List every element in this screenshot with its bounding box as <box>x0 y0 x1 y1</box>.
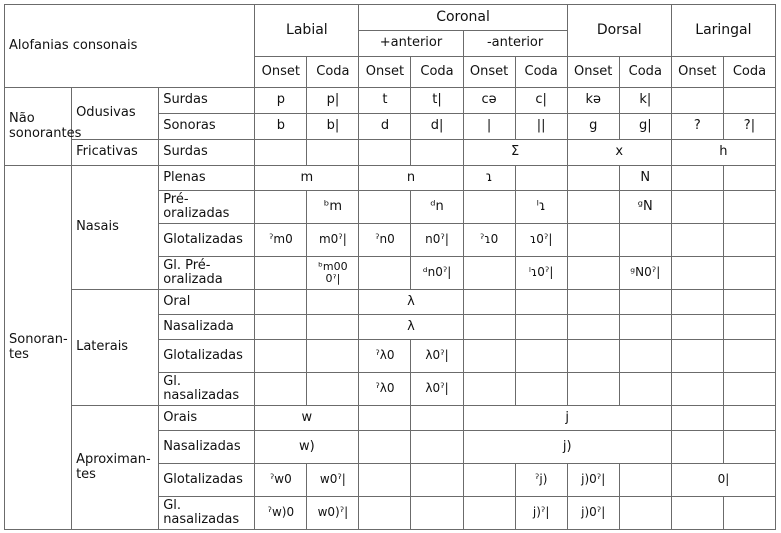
cell: ᵇm00 0ˀ| <box>307 257 359 290</box>
cell: N <box>619 166 671 191</box>
cell: b <box>255 114 307 140</box>
empty-cell <box>359 140 411 166</box>
row-label: Nasalizadas <box>159 431 255 464</box>
empty-cell <box>567 290 619 315</box>
empty-cell <box>359 464 411 497</box>
empty-cell <box>567 340 619 373</box>
empty-cell <box>411 406 463 431</box>
cell: x <box>567 140 671 166</box>
empty-cell <box>671 224 723 257</box>
empty-cell <box>411 497 463 530</box>
empty-cell <box>619 315 671 340</box>
empty-cell <box>619 373 671 406</box>
row-label: Oral <box>159 290 255 315</box>
cell: w0)ˀ| <box>307 497 359 530</box>
cell: h <box>671 140 775 166</box>
cell: ᵇm <box>307 191 359 224</box>
empty-cell <box>515 315 567 340</box>
row-label: Pré-oralizadas <box>159 191 255 224</box>
cell: m <box>255 166 359 191</box>
empty-cell <box>671 340 723 373</box>
empty-cell <box>723 191 775 224</box>
empty-cell <box>463 497 515 530</box>
empty-cell <box>723 166 775 191</box>
empty-cell <box>671 191 723 224</box>
cell <box>671 88 723 114</box>
empty-cell <box>723 315 775 340</box>
empty-cell <box>515 166 567 191</box>
cell: ˡɿ <box>515 191 567 224</box>
cell: ? <box>671 114 723 140</box>
cell: λ <box>359 290 463 315</box>
row-label: Plenas <box>159 166 255 191</box>
cell: 0| <box>671 464 775 497</box>
empty-cell <box>463 340 515 373</box>
cell: p| <box>307 88 359 114</box>
empty-cell <box>411 464 463 497</box>
cell: g| <box>619 114 671 140</box>
cell: ᵈn0ˀ| <box>411 257 463 290</box>
row-label: Glotalizadas <box>159 224 255 257</box>
cell: t <box>359 88 411 114</box>
cell: w) <box>255 431 359 464</box>
row-label: Gl. Pré-oralizada <box>159 257 255 290</box>
cell: d <box>359 114 411 140</box>
row-label: Surdas <box>159 88 255 114</box>
cell: ᵍN <box>619 191 671 224</box>
cell: j) <box>463 431 671 464</box>
empty-cell <box>515 290 567 315</box>
row-label: Gl. nasalizadas <box>159 373 255 406</box>
cell: c| <box>515 88 567 114</box>
table-title: Alofanias consonais <box>5 5 255 88</box>
cell: kə <box>567 88 619 114</box>
header-onset: Onset <box>359 57 411 88</box>
cell: w <box>255 406 359 431</box>
cell: ɿ <box>463 166 515 191</box>
empty-cell <box>411 140 463 166</box>
cell: p <box>255 88 307 114</box>
cell: ˀm0 <box>255 224 307 257</box>
header-coronal: Coronal <box>359 5 567 31</box>
empty-cell <box>723 257 775 290</box>
header-laringal: Laringal <box>671 5 775 57</box>
subgroup-nasais: Nasais <box>72 166 159 290</box>
empty-cell <box>671 290 723 315</box>
empty-cell <box>671 315 723 340</box>
header-anterior-pos: +anterior <box>359 31 463 57</box>
empty-cell <box>359 257 411 290</box>
header-coda: Coda <box>307 57 359 88</box>
consonant-allophones-table <box>4 4 776 530</box>
empty-cell <box>307 340 359 373</box>
empty-cell <box>723 431 775 464</box>
header-onset: Onset <box>567 57 619 88</box>
empty-cell <box>255 315 307 340</box>
cell: || <box>515 114 567 140</box>
empty-cell <box>463 464 515 497</box>
subgroup-aproximantes: Aproximan-tes <box>72 406 159 530</box>
row-label: Orais <box>159 406 255 431</box>
empty-cell <box>619 497 671 530</box>
cell: ˀw)0 <box>255 497 307 530</box>
empty-cell <box>723 406 775 431</box>
cell: b| <box>307 114 359 140</box>
cell: Σ <box>463 140 567 166</box>
cell: w0ˀ| <box>307 464 359 497</box>
empty-cell <box>359 431 411 464</box>
cell: j)ˀ| <box>515 497 567 530</box>
empty-cell <box>515 373 567 406</box>
empty-cell <box>619 290 671 315</box>
empty-cell <box>567 166 619 191</box>
empty-cell <box>619 340 671 373</box>
cell: ˀλ0 <box>359 340 411 373</box>
cell: ˀw0 <box>255 464 307 497</box>
empty-cell <box>515 340 567 373</box>
empty-cell <box>567 191 619 224</box>
empty-cell <box>255 191 307 224</box>
cell: n <box>359 166 463 191</box>
empty-cell <box>671 257 723 290</box>
group-nao-sonorantes: Não sonorantes <box>5 88 72 166</box>
empty-cell <box>567 224 619 257</box>
row-label: Glotalizadas <box>159 340 255 373</box>
cell: t| <box>411 88 463 114</box>
cell: n0ˀ| <box>411 224 463 257</box>
cell: ɿ0ˀ| <box>515 224 567 257</box>
subgroup-fricativas: Fricativas <box>72 140 159 166</box>
cell: ?| <box>723 114 775 140</box>
empty-cell <box>671 406 723 431</box>
subgroup-laterais: Laterais <box>72 290 159 406</box>
header-dorsal: Dorsal <box>567 5 671 57</box>
empty-cell <box>567 373 619 406</box>
cell: j)0ˀ| <box>567 497 619 530</box>
empty-cell <box>463 373 515 406</box>
cell: | <box>463 114 515 140</box>
subgroup-odusivas: Odusivas <box>72 88 159 140</box>
cell: m0ˀ| <box>307 224 359 257</box>
empty-cell <box>723 373 775 406</box>
empty-cell <box>463 191 515 224</box>
cell: k| <box>619 88 671 114</box>
empty-cell <box>359 497 411 530</box>
header-onset: Onset <box>463 57 515 88</box>
row-label: Surdas <box>159 140 255 166</box>
empty-cell <box>307 140 359 166</box>
empty-cell <box>255 373 307 406</box>
header-coda: Coda <box>619 57 671 88</box>
empty-cell <box>307 290 359 315</box>
cell: λ0ˀ| <box>411 340 463 373</box>
cell: j <box>463 406 671 431</box>
empty-cell <box>463 315 515 340</box>
empty-cell <box>671 373 723 406</box>
group-sonorantes: Sonoran-tes <box>5 166 72 530</box>
empty-cell <box>723 497 775 530</box>
empty-cell <box>723 224 775 257</box>
header-labial: Labial <box>255 5 359 57</box>
cell: ˡɿ0ˀ| <box>515 257 567 290</box>
row-label: Sonoras <box>159 114 255 140</box>
empty-cell <box>307 315 359 340</box>
empty-cell <box>255 340 307 373</box>
empty-cell <box>255 290 307 315</box>
cell: ˀɿ0 <box>463 224 515 257</box>
empty-cell <box>671 431 723 464</box>
empty-cell <box>359 406 411 431</box>
cell: ˀj) <box>515 464 567 497</box>
cell: λ <box>359 315 463 340</box>
cell: j)0ˀ| <box>567 464 619 497</box>
cell: λ0ˀ| <box>411 373 463 406</box>
cell: g <box>567 114 619 140</box>
cell: ᵍN0ˀ| <box>619 257 671 290</box>
header-coda: Coda <box>515 57 567 88</box>
empty-cell <box>723 290 775 315</box>
row-label: Glotalizadas <box>159 464 255 497</box>
header-anterior-neg: -anterior <box>463 31 567 57</box>
empty-cell <box>567 315 619 340</box>
empty-cell <box>671 166 723 191</box>
empty-cell <box>619 224 671 257</box>
header-coda: Coda <box>411 57 463 88</box>
cell <box>723 88 775 114</box>
header-onset: Onset <box>671 57 723 88</box>
header-coda: Coda <box>723 57 775 88</box>
empty-cell <box>567 257 619 290</box>
cell: cə <box>463 88 515 114</box>
empty-cell <box>723 340 775 373</box>
row-label: Nasalizada <box>159 315 255 340</box>
empty-cell <box>255 257 307 290</box>
empty-cell <box>463 290 515 315</box>
empty-cell <box>619 464 671 497</box>
cell: ˀλ0 <box>359 373 411 406</box>
header-onset: Onset <box>255 57 307 88</box>
empty-cell <box>463 257 515 290</box>
cell: ˀn0 <box>359 224 411 257</box>
cell: d| <box>411 114 463 140</box>
row-label: Gl. nasalizadas <box>159 497 255 530</box>
cell: ᵈn <box>411 191 463 224</box>
empty-cell <box>671 497 723 530</box>
empty-cell <box>307 373 359 406</box>
empty-cell <box>411 431 463 464</box>
empty-cell <box>255 140 307 166</box>
empty-cell <box>359 191 411 224</box>
